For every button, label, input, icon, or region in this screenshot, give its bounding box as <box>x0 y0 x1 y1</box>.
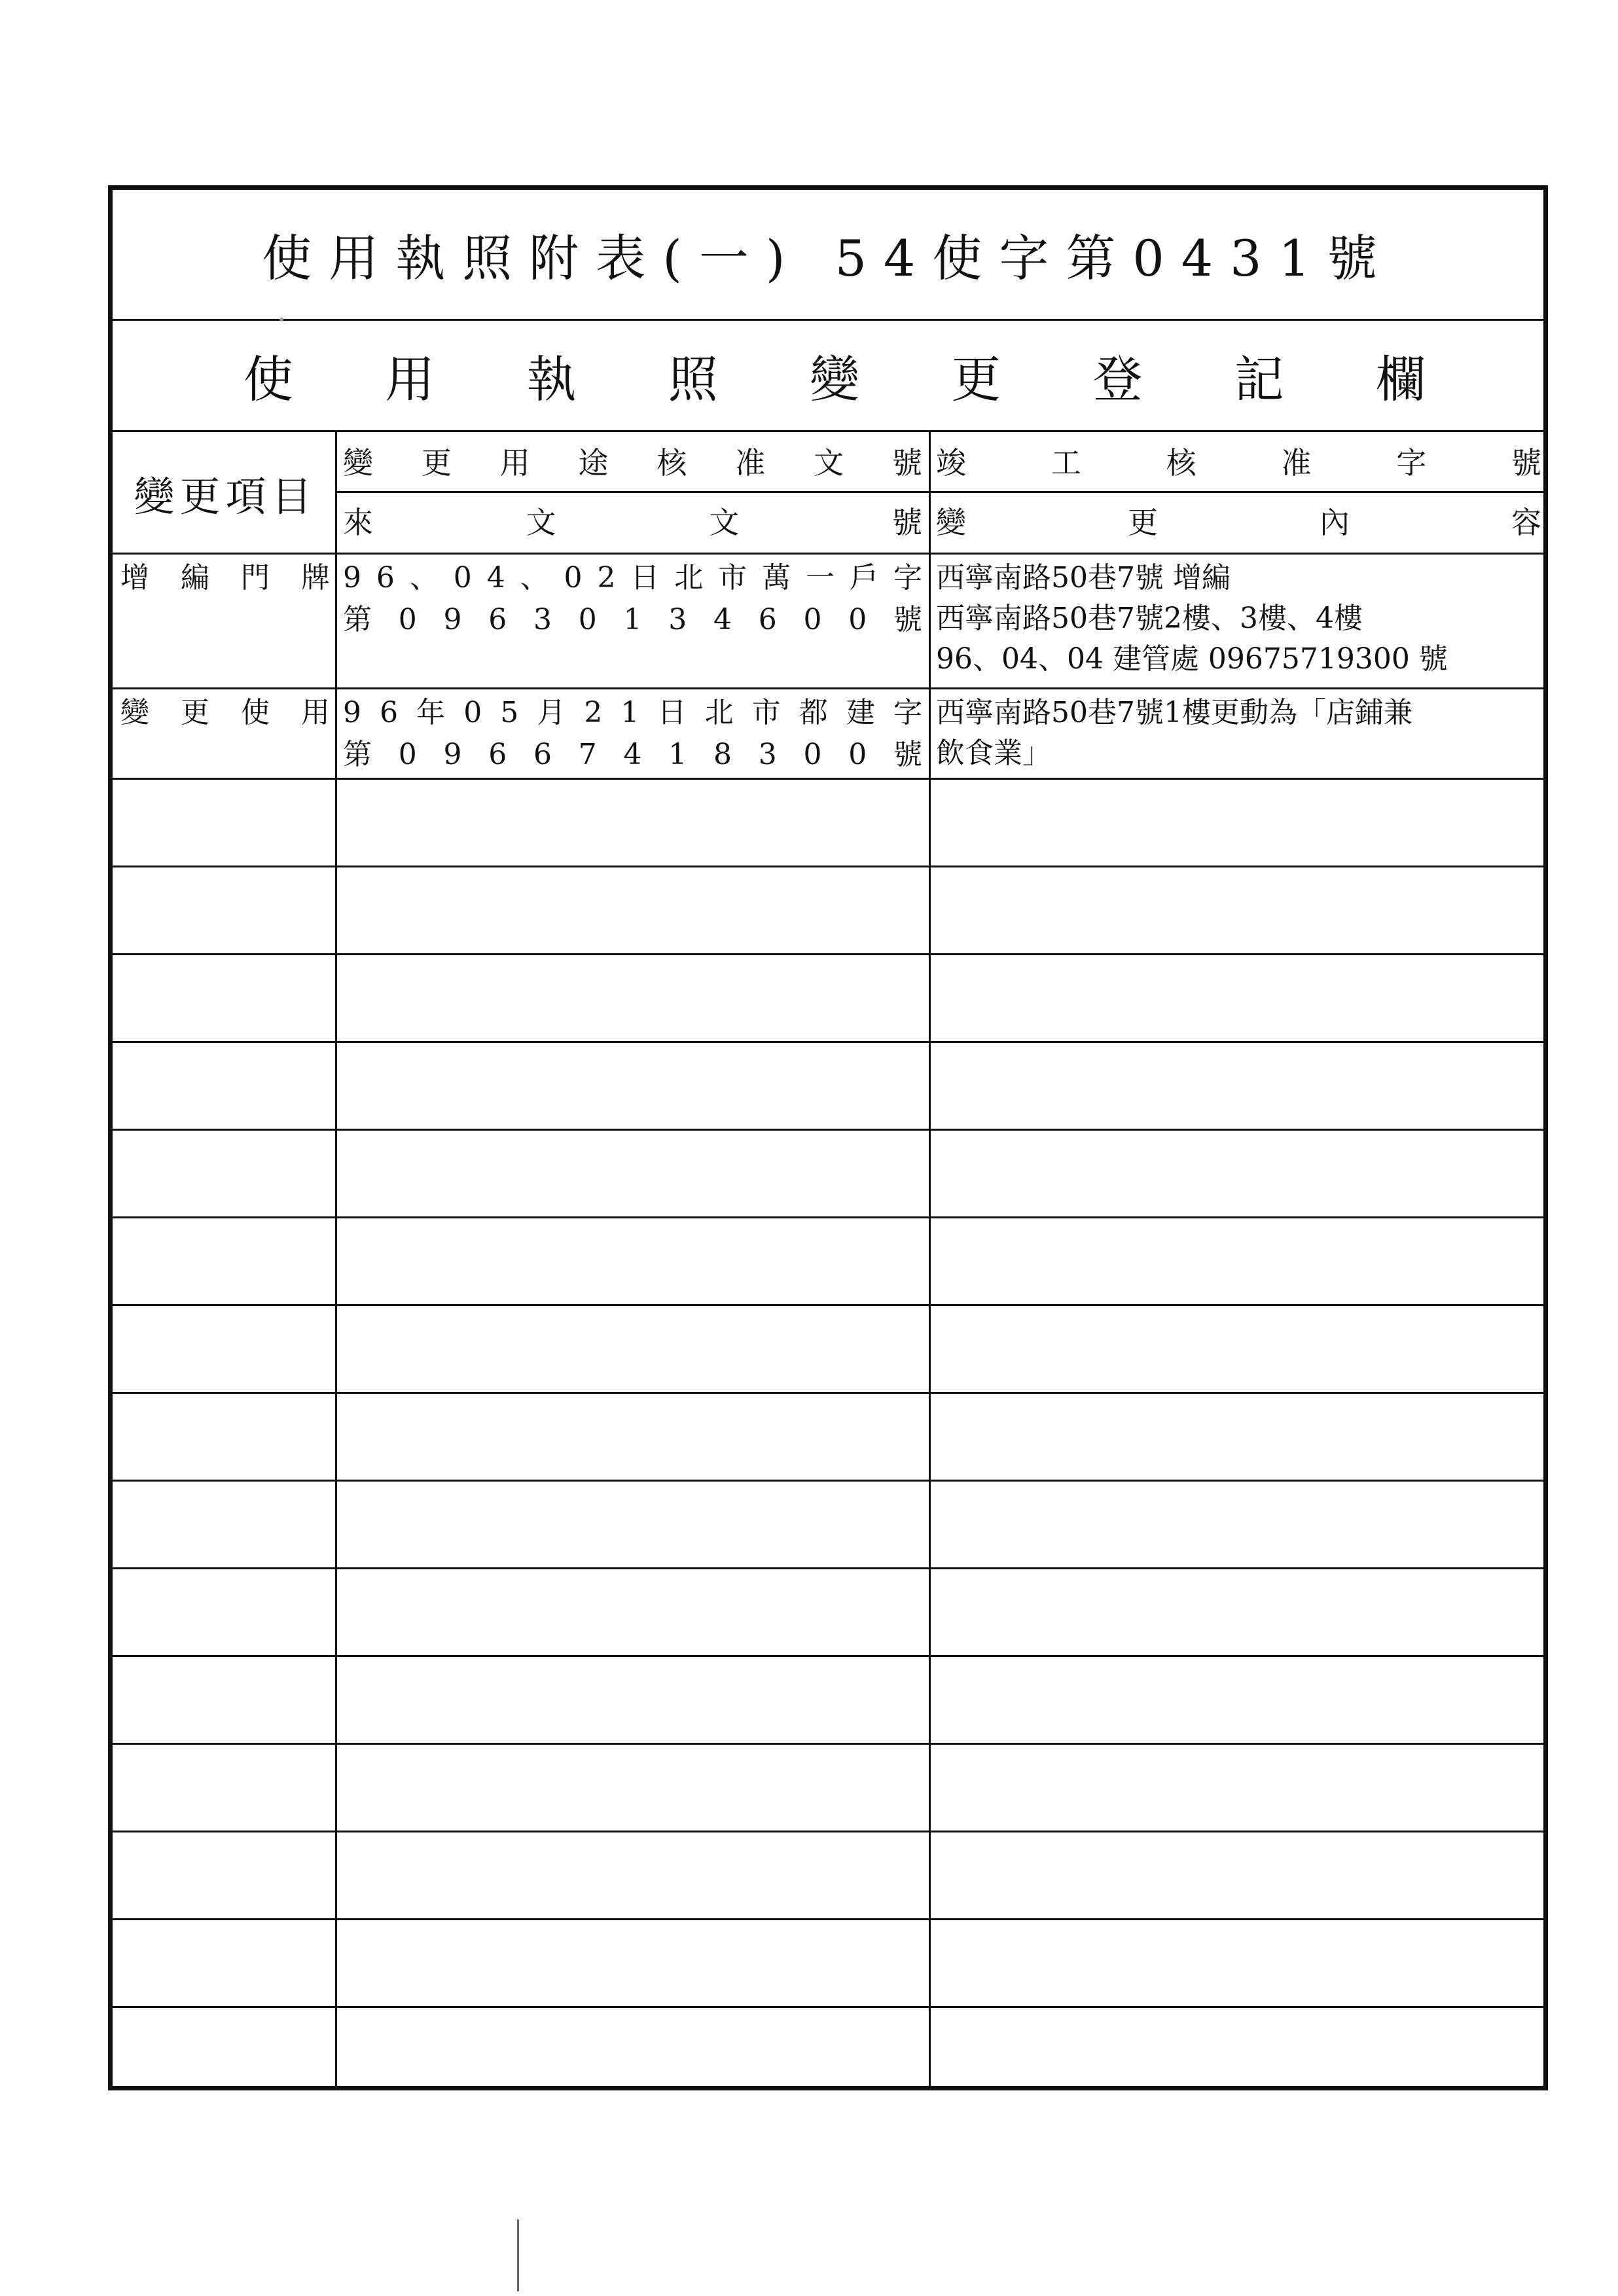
doc-char: 1 <box>668 738 687 771</box>
item-char: 更 <box>181 696 209 729</box>
header-change-item: 變更項目 <box>134 473 317 520</box>
heading-char: 用 <box>385 350 435 409</box>
row-change-content <box>936 558 1545 680</box>
doc-char: 北 <box>704 696 734 729</box>
doc-char: 第 <box>343 603 372 636</box>
doc-char: 戶 <box>849 561 878 594</box>
header-bottom-rule <box>113 553 1543 555</box>
row-change-content <box>936 693 1545 774</box>
empty-row-divider <box>113 1392 1543 1394</box>
doc-char: 5 <box>500 696 519 729</box>
row-divider <box>113 778 1543 780</box>
doc-char: 0 <box>848 603 867 636</box>
doc-char: 市 <box>751 696 781 729</box>
header-approval-doc-no <box>343 440 922 486</box>
item-char: 用 <box>301 696 330 729</box>
doc-char: 年 <box>416 696 446 729</box>
doc-char: 6 <box>380 696 399 729</box>
doc-char: 6 <box>488 738 507 771</box>
header-char: 變 <box>936 505 966 540</box>
item-char: 變 <box>120 696 149 729</box>
row-doc-number-line <box>343 735 922 775</box>
header-char: 文 <box>709 505 740 540</box>
doc-char: 8 <box>713 738 732 771</box>
doc-char: 6 <box>533 738 552 771</box>
doc-char: 3 <box>758 738 777 771</box>
change-registration-heading <box>113 321 1543 432</box>
doc-char: 1 <box>620 696 639 729</box>
doc-char: 0 <box>463 696 482 729</box>
doc-char: 都 <box>799 696 828 729</box>
header-char: 更 <box>1128 505 1158 540</box>
doc-char: 0 <box>803 738 822 771</box>
doc-char: 0 <box>564 561 583 594</box>
heading-char: 更 <box>951 350 1001 409</box>
doc-char: 9 <box>443 603 462 636</box>
content-line: 西寧南路50巷7號 增編 <box>936 561 1231 594</box>
item-char: 門 <box>241 561 270 594</box>
doc-char: 6 <box>758 603 777 636</box>
empty-row-divider <box>113 1129 1543 1131</box>
doc-char: 日 <box>657 696 687 729</box>
doc-char: 6 <box>376 561 395 594</box>
empty-row-divider <box>113 1216 1543 1218</box>
empty-row-divider <box>113 953 1543 955</box>
header-char: 內 <box>1320 505 1350 540</box>
row-change-item <box>120 693 330 733</box>
header-char: 准 <box>735 445 766 481</box>
doc-char: 0 <box>398 603 417 636</box>
item-char: 牌 <box>301 561 330 594</box>
doc-char: 9 <box>343 696 361 729</box>
header-char: 竣 <box>936 445 966 481</box>
header-char: 工 <box>1051 445 1081 481</box>
column-divider <box>929 432 931 2090</box>
doc-char: 萬 <box>762 561 791 594</box>
heading-char: 欄 <box>1376 350 1426 409</box>
header-divider <box>335 491 1543 493</box>
header-completion-no <box>936 440 1541 486</box>
item-char: 增 <box>120 561 149 594</box>
form-title: 使用執照附表(一) 54使字第0431號 <box>113 190 1543 321</box>
header-char: 容 <box>1511 505 1541 540</box>
header-char: 號 <box>891 445 922 481</box>
doc-char: 0 <box>848 738 867 771</box>
scan-mark <box>517 2219 519 2291</box>
doc-char: 0 <box>398 738 417 771</box>
item-char: 編 <box>181 561 209 594</box>
doc-char: 4 <box>623 738 642 771</box>
header-char: 途 <box>578 445 609 481</box>
header-char: 號 <box>1511 445 1541 481</box>
doc-char: 2 <box>584 696 603 729</box>
header-char: 號 <box>891 505 922 540</box>
doc-char: 3 <box>533 603 552 636</box>
doc-char: 日 <box>630 561 660 594</box>
empty-row-divider <box>113 1480 1543 1482</box>
doc-char: 9 <box>443 738 462 771</box>
row-divider <box>113 687 1543 689</box>
empty-row-divider <box>113 1304 1543 1306</box>
doc-char: 市 <box>718 561 747 594</box>
column-divider <box>335 432 337 2090</box>
empty-row-divider <box>113 1743 1543 1745</box>
doc-char: 字 <box>893 561 922 594</box>
content-line: 飲食業」 <box>936 737 1051 770</box>
header-char: 文 <box>814 445 844 481</box>
item-char: 使 <box>241 696 270 729</box>
doc-char: 月 <box>537 696 566 729</box>
empty-row-divider <box>113 1831 1543 1832</box>
change-register-table <box>113 432 1543 2090</box>
header-char: 更 <box>421 445 452 481</box>
doc-char: 一 <box>806 561 835 594</box>
doc-char: 1 <box>623 603 642 636</box>
doc-char: 0 <box>453 561 472 594</box>
empty-row-divider <box>113 1918 1543 1920</box>
heading-char: 變 <box>810 350 859 409</box>
empty-row-divider <box>113 1655 1543 1657</box>
doc-char: 9 <box>343 561 361 594</box>
doc-char: 2 <box>597 561 616 594</box>
doc-char: 4 <box>713 603 732 636</box>
content-line: 96、04、04 建管處 09675719300 號 <box>936 642 1448 676</box>
empty-row-divider <box>113 1567 1543 1569</box>
doc-char: 7 <box>578 738 597 771</box>
header-char: 用 <box>499 445 530 481</box>
header-char: 核 <box>1166 445 1196 481</box>
row-doc-number-line <box>343 600 922 640</box>
heading-char: 執 <box>526 350 577 409</box>
header-char: 准 <box>1281 445 1312 481</box>
doc-char: 字 <box>893 696 922 729</box>
doc-char: 號 <box>893 738 922 771</box>
header-char: 來 <box>343 505 373 540</box>
doc-char: 4 <box>486 561 505 594</box>
doc-char: 、 <box>409 561 439 594</box>
empty-row-divider <box>113 1041 1543 1043</box>
doc-char: 建 <box>846 696 875 729</box>
doc-char: 第 <box>343 738 372 771</box>
header-char: 變 <box>343 445 373 481</box>
content-line: 西寧南路50巷7號2樓、3樓、4樓 <box>936 602 1363 635</box>
doc-char: 0 <box>803 603 822 636</box>
doc-char: 0 <box>578 603 597 636</box>
scan-speck <box>279 318 283 321</box>
heading-char: 登 <box>1092 350 1143 409</box>
row-doc-number-line <box>343 558 922 598</box>
doc-char: 、 <box>520 561 549 594</box>
empty-row-divider <box>113 2006 1543 2008</box>
heading-char: 照 <box>668 350 718 409</box>
row-change-item <box>120 558 330 598</box>
doc-char: 號 <box>893 603 922 636</box>
doc-char: 3 <box>668 603 687 636</box>
doc-char: 6 <box>488 603 507 636</box>
doc-char: 北 <box>674 561 704 594</box>
usage-permit-appendix-form <box>108 185 1548 2090</box>
header-incoming-doc-no <box>343 499 922 546</box>
empty-row-divider <box>113 866 1543 867</box>
row-doc-number-line <box>343 693 922 733</box>
content-line: 西寧南路50巷7號1樓更動為「店鋪兼 <box>936 696 1412 729</box>
header-char: 文 <box>526 505 556 540</box>
header-char: 核 <box>656 445 687 481</box>
header-char: 字 <box>1396 445 1427 481</box>
heading-char: 記 <box>1234 350 1284 409</box>
heading-char: 使 <box>243 350 293 409</box>
header-change-content <box>936 499 1541 546</box>
